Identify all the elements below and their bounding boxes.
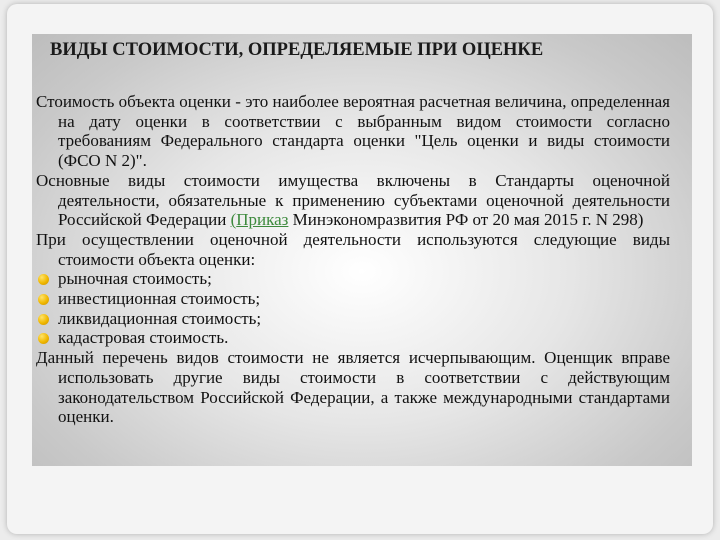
list-item-label: рыночная стоимость; [58,269,212,289]
list-item [36,309,670,329]
paragraph-standards-text: Основные виды стоимости имущества включены в Стандарты оценочной деятельности, обязательные к применению субъектами оценочной деятельности Российской Федерации [36,170,670,230]
bullet-dot-icon [38,274,49,285]
bullet-dot-icon [38,333,49,344]
slide-body [36,92,670,427]
order-link-text: Приказ [236,210,289,230]
list-item [36,328,670,348]
list-item-label: кадастровая стоимость. [58,328,229,348]
order-link[interactable] [231,210,289,229]
bullet-dot-icon [38,314,49,325]
paragraph-standards-tail: Минэкономразвития РФ от 20 мая 2015 г. N 298) [288,210,644,230]
paragraph-conclusion: Данный перечень видов стоимости не является исчерпывающим. Оценщик вправе использовать другие виды стоимости в соответствии с действующим законодательством Российской Федерации, а также международными стандартами оценки. [36,348,670,427]
paragraph-definition: Стоимость объекта оценки - это наиболее вероятная расчетная величина, определенная на дату оценки в соответствии с выбранным видом стоимости согласно требованиям Федерального стандарта оценки "Цель оценки и виды стоимости (ФСО N 2)". [36,92,670,171]
slide-title: ВИДЫ СТОИМОСТИ, ОПРЕДЕЛЯЕМЫЕ ПРИ ОЦЕНКЕ [50,40,544,60]
bullet-dot-icon [38,294,49,305]
list-item [36,289,670,309]
paragraph-intro-list: При осуществлении оценочной деятельности используются следующие виды стоимости объекта оценки: [36,229,670,269]
order-link-paren: ( [230,210,237,230]
list-item [36,269,670,289]
list-item-label: инвестиционная стоимость; [58,289,261,309]
paragraph-standards [36,171,670,230]
list-item-label: ликвидационная стоимость; [58,308,262,328]
